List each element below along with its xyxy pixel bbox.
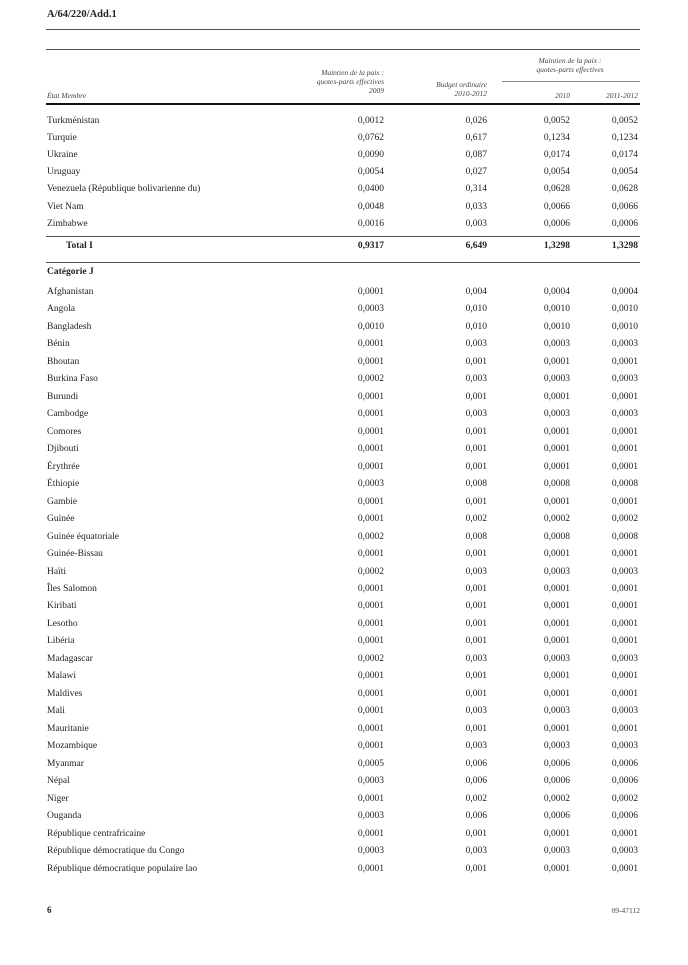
value-2011-2012: 0,0001 [611, 391, 638, 402]
value-2011-2012: 0,0001 [611, 688, 638, 699]
column-header-regular-budget: Budget ordinaire [436, 80, 487, 89]
value-regular-budget: 0,617 [465, 133, 487, 144]
value-2011-2012: 0,0628 [611, 184, 638, 195]
value-regular-budget: 0,003 [465, 846, 487, 857]
state-name: Djibouti [47, 444, 79, 455]
value-regular-budget: 0,001 [465, 444, 487, 455]
value-2009: 0,0001 [357, 688, 384, 699]
value-2009: 0,0001 [357, 549, 384, 560]
page-number: 6 [47, 905, 52, 915]
value-regular-budget: 0,033 [465, 201, 487, 212]
header-text: 2009 [369, 86, 384, 95]
value-2010: 0,0008 [543, 531, 570, 542]
state-name: Kiribati [47, 601, 77, 612]
value-2010: 0,0001 [543, 549, 570, 560]
state-name: Burundi [47, 391, 79, 402]
state-name: République centrafricaine [47, 828, 146, 839]
table-row [0, 652, 688, 666]
value-2009: 0,0010 [357, 321, 384, 332]
table-row [0, 844, 688, 858]
value-2010: 0,0003 [543, 846, 570, 857]
value-2009: 0,0001 [357, 618, 384, 629]
value-2009: 0,0001 [357, 461, 384, 472]
value-2011-2012: 0,0066 [611, 201, 638, 212]
state-name: Érythrée [47, 461, 80, 472]
table-row [0, 687, 688, 701]
value-2009: 0,0005 [357, 758, 384, 769]
state-name: Viet Nam [47, 201, 84, 212]
state-name: Ouganda [47, 811, 82, 822]
value-regular-budget: 0,006 [465, 811, 487, 822]
value-2011-2012: 0,0001 [611, 618, 638, 629]
category-heading: Catégorie J [47, 267, 94, 277]
value-2011-2012: 0,0006 [611, 811, 638, 822]
value-regular-budget: 0,001 [465, 356, 487, 367]
value-2011-2012: 0,0006 [611, 218, 638, 229]
value-2010: 0,0001 [543, 426, 570, 437]
value-regular-budget: 0,003 [465, 339, 487, 350]
column-header-state: État Membre [47, 91, 87, 100]
state-name: Maldives [47, 688, 83, 699]
table-row [0, 407, 688, 421]
value-2009: 0,0001 [357, 636, 384, 647]
value-2009: 0,0003 [357, 776, 384, 787]
value-2009: 0,0003 [357, 304, 384, 315]
value-regular-budget: 0,003 [465, 741, 487, 752]
value-2011-2012: 0,0001 [611, 444, 638, 455]
value-2010: 0,0054 [543, 167, 570, 178]
value-2009: 0,0001 [357, 793, 384, 804]
value-2011-2012: 0,0006 [611, 758, 638, 769]
value-2009: 0,0001 [357, 409, 384, 420]
value-regular-budget: 0,003 [465, 409, 487, 420]
table-row [0, 599, 688, 613]
table-top-rule [46, 49, 640, 50]
table-row [0, 355, 688, 369]
table-row [0, 285, 688, 299]
table-row [0, 114, 688, 128]
state-name: Malawi [47, 671, 77, 682]
value-2011-2012: 0,0003 [611, 846, 638, 857]
value-regular-budget: 0,006 [465, 758, 487, 769]
value-regular-budget: 0,001 [465, 688, 487, 699]
value-2011-2012: 0,0001 [611, 723, 638, 734]
total-value-2009: 0,9317 [357, 241, 384, 251]
value-2011-2012: 0,0174 [611, 150, 638, 161]
value-2009: 0,0001 [357, 583, 384, 594]
header-thick-rule [46, 103, 640, 105]
table-row [0, 827, 688, 841]
value-2010: 0,0066 [543, 201, 570, 212]
value-regular-budget: 0,001 [465, 391, 487, 402]
value-2009: 0,0001 [357, 426, 384, 437]
value-regular-budget: 0,002 [465, 793, 487, 804]
state-name: Haïti [47, 566, 66, 577]
value-2010: 0,0003 [543, 339, 570, 350]
value-2010: 0,0002 [543, 793, 570, 804]
value-regular-budget: 0,001 [465, 828, 487, 839]
table-row [0, 372, 688, 386]
state-name: Îles Salomon [47, 583, 97, 594]
header-text: quotes-parts effectives [316, 77, 384, 86]
state-name: Turquie [47, 133, 77, 144]
table-row [0, 565, 688, 579]
value-2009: 0,0054 [357, 167, 384, 178]
value-regular-budget: 0,087 [465, 150, 487, 161]
table-row [0, 148, 688, 162]
value-regular-budget: 0,001 [465, 601, 487, 612]
value-2011-2012: 0,0010 [611, 304, 638, 315]
table-row [0, 442, 688, 456]
value-2010: 0,0001 [543, 356, 570, 367]
value-2009: 0,0001 [357, 287, 384, 297]
value-2011-2012: 0,0003 [611, 653, 638, 664]
group-header-rule [502, 81, 640, 82]
value-2009: 0,0002 [357, 566, 384, 577]
value-regular-budget: 0,001 [465, 671, 487, 682]
value-2011-2012: 0,0001 [611, 863, 638, 874]
table-row [0, 200, 688, 214]
table-row [0, 182, 688, 196]
state-name: Libéria [47, 636, 75, 647]
value-regular-budget: 0,001 [465, 723, 487, 734]
value-2011-2012: 0,0003 [611, 566, 638, 577]
column-header-2011-2012: 2011-2012 [606, 91, 638, 100]
value-2009: 0,0003 [357, 479, 384, 490]
value-2010: 0,0008 [543, 479, 570, 490]
value-regular-budget: 0,001 [465, 426, 487, 437]
value-regular-budget: 0,003 [465, 218, 487, 229]
value-2011-2012: 0,0001 [611, 549, 638, 560]
value-2011-2012: 0,0001 [611, 356, 638, 367]
value-2011-2012: 0,0010 [611, 321, 638, 332]
table-row [0, 634, 688, 648]
value-2011-2012: 0,0003 [611, 374, 638, 385]
value-2010: 0,0006 [543, 776, 570, 787]
value-2011-2012: 0,0003 [611, 339, 638, 350]
header-rule [46, 29, 640, 30]
value-2009: 0,0002 [357, 653, 384, 664]
total-bottom-rule [46, 262, 640, 263]
table-row [0, 320, 688, 334]
total-label: Total I [66, 241, 93, 251]
value-2010: 0,0003 [543, 741, 570, 752]
value-regular-budget: 0,003 [465, 374, 487, 385]
value-2010: 0,0003 [543, 374, 570, 385]
value-regular-budget: 0,008 [465, 479, 487, 490]
table-row [0, 617, 688, 631]
value-2010: 0,0001 [543, 688, 570, 699]
value-2009: 0,0762 [357, 133, 384, 144]
value-2010: 0,0006 [543, 218, 570, 229]
state-name: Bénin [47, 339, 70, 350]
value-2010: 0,0001 [543, 828, 570, 839]
state-name: Mali [47, 706, 65, 717]
value-2010: 0,0003 [543, 706, 570, 717]
total-row [0, 239, 688, 253]
state-name: Myanmar [47, 758, 84, 769]
total-top-rule [46, 236, 640, 237]
value-2009: 0,0001 [357, 514, 384, 525]
state-name: Comores [47, 426, 82, 437]
table-row [0, 530, 688, 544]
total-value-2011-2012: 1,3298 [611, 241, 638, 251]
value-2010: 0,0004 [543, 287, 570, 297]
value-2011-2012: 0,0052 [611, 116, 638, 126]
value-2009: 0,0001 [357, 356, 384, 367]
table-row [0, 722, 688, 736]
table-row [0, 704, 688, 718]
value-2010: 0,0001 [543, 496, 570, 507]
value-2009: 0,0016 [357, 218, 384, 229]
table-row [0, 774, 688, 788]
value-regular-budget: 0,001 [465, 618, 487, 629]
value-regular-budget: 0,004 [465, 287, 487, 297]
table-row [0, 512, 688, 526]
value-2010: 0,0052 [543, 116, 570, 126]
value-2010: 0,0001 [543, 391, 570, 402]
table-row [0, 165, 688, 179]
value-2009: 0,0048 [357, 201, 384, 212]
value-2010: 0,0003 [543, 409, 570, 420]
value-2010: 0,0001 [543, 461, 570, 472]
header-text: quotes-parts effectives [536, 65, 604, 74]
table-row [0, 792, 688, 806]
state-name: Burkina Faso [47, 374, 98, 385]
state-name: Guinée équatoriale [47, 531, 120, 542]
value-2010: 0,0001 [543, 723, 570, 734]
value-2010: 0,0001 [543, 671, 570, 682]
value-2009: 0,0001 [357, 706, 384, 717]
value-regular-budget: 0,027 [465, 167, 487, 178]
value-regular-budget: 0,001 [465, 636, 487, 647]
state-name: Guinée-Bissau [47, 549, 103, 560]
value-regular-budget: 0,001 [465, 461, 487, 472]
state-name: Népal [47, 776, 70, 787]
value-2009: 0,0001 [357, 391, 384, 402]
value-2011-2012: 0,0003 [611, 706, 638, 717]
table-row [0, 337, 688, 351]
value-2009: 0,0001 [357, 741, 384, 752]
state-name: Guinée [47, 514, 75, 525]
value-2010: 0,0001 [543, 583, 570, 594]
value-2010: 0,0001 [543, 601, 570, 612]
state-name: Mozambique [47, 741, 98, 752]
value-2010: 0,0006 [543, 758, 570, 769]
value-2009: 0,0001 [357, 828, 384, 839]
value-regular-budget: 0,314 [465, 184, 487, 195]
state-name: Bangladesh [47, 321, 92, 332]
state-name: Mauritanie [47, 723, 89, 734]
value-2011-2012: 0,0001 [611, 636, 638, 647]
table-row [0, 217, 688, 231]
table-row [0, 477, 688, 491]
table-row [0, 425, 688, 439]
value-2011-2012: 0,0001 [611, 828, 638, 839]
value-2011-2012: 0,0008 [611, 531, 638, 542]
header-text: Maintien de la paix : [321, 68, 384, 77]
state-name: Lesotho [47, 618, 78, 629]
table-row [0, 739, 688, 753]
value-2011-2012: 0,0001 [611, 496, 638, 507]
value-2009: 0,0002 [357, 374, 384, 385]
value-regular-budget: 0,006 [465, 776, 487, 787]
value-2010: 0,0003 [543, 566, 570, 577]
value-2011-2012: 0,0002 [611, 793, 638, 804]
total-value-2010: 1,3298 [543, 241, 570, 251]
state-name: Madagascar [47, 653, 93, 664]
value-regular-budget: 0,010 [465, 321, 487, 332]
value-2010: 0,0001 [543, 863, 570, 874]
value-2011-2012: 0,0002 [611, 514, 638, 525]
value-2009: 0,0090 [357, 150, 384, 161]
value-regular-budget: 0,001 [465, 863, 487, 874]
state-name: Zimbabwe [47, 218, 88, 229]
value-2010: 0,0001 [543, 636, 570, 647]
value-2010: 0,0001 [543, 444, 570, 455]
value-2009: 0,0012 [357, 116, 384, 126]
table-row [0, 669, 688, 683]
value-2009: 0,0001 [357, 863, 384, 874]
value-2011-2012: 0,0004 [611, 287, 638, 297]
state-name: Cambodge [47, 409, 89, 420]
state-name: Uruguay [47, 167, 81, 178]
value-2010: 0,0006 [543, 811, 570, 822]
column-header-2010: 2010 [555, 91, 570, 100]
value-2010: 0,0010 [543, 321, 570, 332]
value-2009: 0,0002 [357, 531, 384, 542]
header-text: Maintien de la paix : [538, 56, 602, 65]
value-regular-budget: 0,001 [465, 549, 487, 560]
table-row [0, 547, 688, 561]
state-name: Niger [47, 793, 69, 804]
state-name: République démocratique du Congo [47, 846, 185, 857]
table-row [0, 582, 688, 596]
value-2011-2012: 0,0001 [611, 601, 638, 612]
value-2011-2012: 0,1234 [611, 133, 638, 144]
table-row [0, 809, 688, 823]
value-2009: 0,0400 [357, 184, 384, 195]
value-2010: 0,0010 [543, 304, 570, 315]
state-name: Angola [47, 304, 75, 315]
state-name: République démocratique populaire lao [47, 863, 198, 874]
value-regular-budget: 0,003 [465, 566, 487, 577]
document-symbol: A/64/220/Add.1 [47, 9, 117, 20]
table-row [0, 302, 688, 316]
value-2009: 0,0001 [357, 496, 384, 507]
value-2009: 0,0001 [357, 601, 384, 612]
value-2011-2012: 0,0003 [611, 409, 638, 420]
state-name: Gambie [47, 496, 78, 507]
table-row [0, 495, 688, 509]
state-name: Afghanistan [47, 287, 94, 297]
value-regular-budget: 0,026 [465, 116, 487, 126]
value-2011-2012: 0,0054 [611, 167, 638, 178]
value-2011-2012: 0,0006 [611, 776, 638, 787]
value-2011-2012: 0,0003 [611, 741, 638, 752]
value-2010: 0,1234 [543, 133, 570, 144]
value-2009: 0,0001 [357, 671, 384, 682]
value-regular-budget: 0,002 [465, 514, 487, 525]
value-2010: 0,0003 [543, 653, 570, 664]
value-2009: 0,0001 [357, 723, 384, 734]
value-regular-budget: 0,003 [465, 706, 487, 717]
value-2011-2012: 0,0001 [611, 583, 638, 594]
value-2009: 0,0003 [357, 846, 384, 857]
value-2009: 0,0001 [357, 339, 384, 350]
state-name: Turkménistan [47, 116, 100, 126]
value-regular-budget: 0,001 [465, 583, 487, 594]
column-header-regular-budget-years: 2010-2012 [454, 89, 487, 98]
value-2011-2012: 0,0001 [611, 461, 638, 472]
state-name: Ukraine [47, 150, 78, 161]
table-row [0, 131, 688, 145]
value-2010: 0,0002 [543, 514, 570, 525]
value-2009: 0,0001 [357, 444, 384, 455]
value-regular-budget: 0,001 [465, 496, 487, 507]
value-regular-budget: 0,008 [465, 531, 487, 542]
column-group-header-peacekeeping [500, 56, 640, 74]
column-header-peacekeeping-2009 [264, 68, 384, 95]
table-row [0, 390, 688, 404]
table-row [0, 460, 688, 474]
value-regular-budget: 0,010 [465, 304, 487, 315]
value-2011-2012: 0,0001 [611, 426, 638, 437]
state-name: Bhoutan [47, 356, 80, 367]
table-row [0, 862, 688, 876]
state-name: Éthiopie [47, 479, 80, 490]
value-2009: 0,0003 [357, 811, 384, 822]
value-2010: 0,0174 [543, 150, 570, 161]
value-2011-2012: 0,0008 [611, 479, 638, 490]
state-name: Venezuela (République bolivarienne du) [47, 184, 201, 195]
job-number: 09-47112 [611, 906, 640, 915]
table-row [0, 757, 688, 771]
value-2010: 0,0628 [543, 184, 570, 195]
total-value-regular-budget: 6,649 [465, 241, 487, 251]
value-2010: 0,0001 [543, 618, 570, 629]
value-2011-2012: 0,0001 [611, 671, 638, 682]
value-regular-budget: 0,003 [465, 653, 487, 664]
